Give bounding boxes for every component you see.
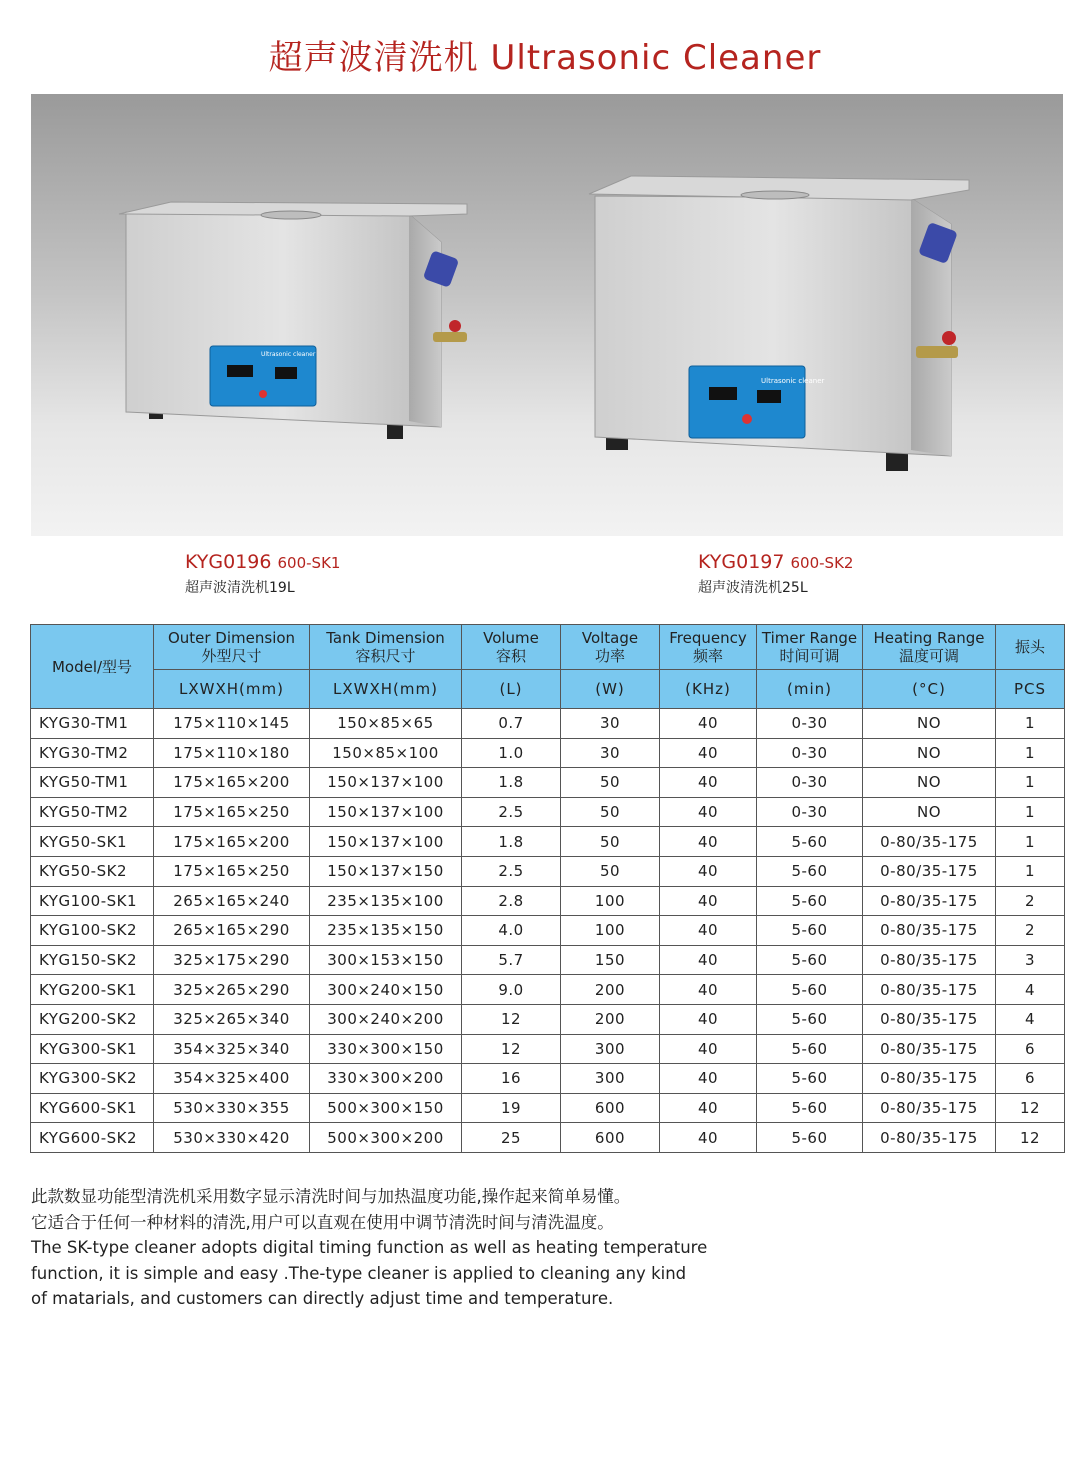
table-cell: 2.5	[462, 797, 561, 827]
product-photo	[31, 94, 1063, 536]
table-cell: 150	[561, 945, 660, 975]
table-cell: 5-60	[757, 827, 863, 857]
model-cell: KYG100-SK2	[31, 916, 154, 946]
table-row	[31, 945, 1065, 975]
panel-label: Ultrasonic cleaner	[261, 351, 316, 358]
table-cell: 40	[660, 827, 757, 857]
ultrasonic-cleaners-illustration	[31, 94, 1063, 536]
table-cell: 40	[660, 886, 757, 916]
column-unit: PCS	[996, 670, 1065, 709]
model-cell: KYG300-SK2	[31, 1064, 154, 1094]
column-header: Frequency 频率	[660, 625, 757, 670]
table-cell: 40	[660, 1034, 757, 1064]
table-cell: 150×137×100	[310, 827, 462, 857]
table-row	[31, 1034, 1065, 1064]
table-cell: 5-60	[757, 1123, 863, 1153]
table-cell: 530×330×355	[154, 1093, 310, 1123]
table-cell: 200	[561, 1004, 660, 1034]
model-cell: KYG30-TM1	[31, 709, 154, 739]
table-cell: NO	[863, 709, 996, 739]
table-cell: 300	[561, 1064, 660, 1094]
table-cell: 5-60	[757, 916, 863, 946]
model-cell: KYG100-SK1	[31, 886, 154, 916]
table-cell: 25	[462, 1123, 561, 1153]
table-cell: 0-80/35-175	[863, 1034, 996, 1064]
table-cell: 1.8	[462, 827, 561, 857]
table-cell: 100	[561, 916, 660, 946]
table-row	[31, 975, 1065, 1005]
table-cell: 1	[996, 709, 1065, 739]
model-cell: KYG200-SK1	[31, 975, 154, 1005]
table-cell: 4.0	[462, 916, 561, 946]
table-cell: 0-80/35-175	[863, 1004, 996, 1034]
table-cell: 40	[660, 945, 757, 975]
column-header: Timer Range 时间可调	[757, 625, 863, 670]
table-cell: 330×300×150	[310, 1034, 462, 1064]
table-cell: 5-60	[757, 1004, 863, 1034]
table-cell: 175×165×250	[154, 856, 310, 886]
table-cell: 150×85×65	[310, 709, 462, 739]
table-row	[31, 738, 1065, 768]
table-cell: 40	[660, 797, 757, 827]
table-cell: 0-80/35-175	[863, 1064, 996, 1094]
table-row	[31, 1004, 1065, 1034]
table-cell: 0-30	[757, 709, 863, 739]
product-code: KYG0196	[185, 551, 272, 573]
table-cell: 40	[660, 738, 757, 768]
table-cell: 5.7	[462, 945, 561, 975]
table-cell: 40	[660, 1123, 757, 1153]
model-cell: KYG200-SK2	[31, 1004, 154, 1034]
table-cell: 6	[996, 1064, 1065, 1094]
table-cell: 175×165×200	[154, 827, 310, 857]
table-cell: 330×300×200	[310, 1064, 462, 1094]
table-cell: 3	[996, 945, 1065, 975]
table-cell: 5-60	[757, 975, 863, 1005]
product-sub-model: 600-SK1	[277, 554, 341, 572]
table-cell: 300×153×150	[310, 945, 462, 975]
table-cell: 325×265×340	[154, 1004, 310, 1034]
product-description-text	[31, 1184, 1031, 1312]
table-cell: 50	[561, 768, 660, 798]
product-caption-1	[185, 551, 340, 597]
column-header: Voltage 功率	[561, 625, 660, 670]
description-line: function, it is simple and easy .The-type cleaner is applied to cleaning any kind	[31, 1263, 687, 1283]
table-cell: 0-80/35-175	[863, 856, 996, 886]
table-cell: 12	[462, 1034, 561, 1064]
table-cell: 0-80/35-175	[863, 1123, 996, 1153]
table-cell: 40	[660, 916, 757, 946]
product-caption-2	[698, 551, 853, 597]
table-cell: 50	[561, 856, 660, 886]
table-cell: 30	[561, 709, 660, 739]
table-cell: 12	[996, 1123, 1065, 1153]
table-cell: 1.8	[462, 768, 561, 798]
table-cell: 500×300×150	[310, 1093, 462, 1123]
table-cell: 5-60	[757, 856, 863, 886]
table-cell: 40	[660, 1093, 757, 1123]
table-cell: 0.7	[462, 709, 561, 739]
model-cell: KYG150-SK2	[31, 945, 154, 975]
table-cell: 300×240×200	[310, 1004, 462, 1034]
table-cell: 150×137×100	[310, 797, 462, 827]
table-row	[31, 768, 1065, 798]
column-unit: LXWXH(mm)	[154, 670, 310, 709]
table-cell: 0-80/35-175	[863, 886, 996, 916]
product-description: 超声波清洗机19L	[185, 580, 295, 596]
model-cell: KYG600-SK1	[31, 1093, 154, 1123]
table-cell: 0-30	[757, 738, 863, 768]
table-cell: 1	[996, 738, 1065, 768]
table-row	[31, 856, 1065, 886]
table-cell: 6	[996, 1034, 1065, 1064]
table-cell: 2.8	[462, 886, 561, 916]
table-cell: 1.0	[462, 738, 561, 768]
table-cell: 175×165×250	[154, 797, 310, 827]
panel-label: Ultrasonic cleaner	[761, 377, 825, 385]
spec-table	[30, 624, 1065, 1153]
table-row	[31, 1123, 1065, 1153]
table-cell: 500×300×200	[310, 1123, 462, 1153]
column-unit: (W)	[561, 670, 660, 709]
table-cell: 50	[561, 827, 660, 857]
model-cell: KYG50-TM1	[31, 768, 154, 798]
column-header: Heating Range 温度可调	[863, 625, 996, 670]
table-cell: 300×240×150	[310, 975, 462, 1005]
table-row	[31, 709, 1065, 739]
table-cell: 5-60	[757, 886, 863, 916]
table-cell: 1	[996, 856, 1065, 886]
table-cell: 325×175×290	[154, 945, 310, 975]
table-cell: 1	[996, 827, 1065, 857]
table-cell: 0-80/35-175	[863, 916, 996, 946]
table-cell: 50	[561, 797, 660, 827]
table-cell: NO	[863, 738, 996, 768]
column-unit: (°C)	[863, 670, 996, 709]
table-cell: 235×135×150	[310, 916, 462, 946]
description-line: 此款数显功能型清洗机采用数字显示清洗时间与加热温度功能,操作起来简单易懂。	[31, 1187, 631, 1206]
column-unit: (KHz)	[660, 670, 757, 709]
table-cell: 600	[561, 1123, 660, 1153]
cleaner-small	[119, 202, 467, 439]
table-cell: 40	[660, 856, 757, 886]
model-cell: KYG600-SK2	[31, 1123, 154, 1153]
table-cell: NO	[863, 797, 996, 827]
table-cell: 0-80/35-175	[863, 975, 996, 1005]
product-model	[698, 551, 853, 573]
column-unit: (L)	[462, 670, 561, 709]
table-cell: 0-30	[757, 797, 863, 827]
table-row	[31, 886, 1065, 916]
table-cell: 19	[462, 1093, 561, 1123]
table-cell: 150×137×150	[310, 856, 462, 886]
table-cell: 2	[996, 886, 1065, 916]
table-cell: 354×325×340	[154, 1034, 310, 1064]
spec-table-body	[31, 709, 1065, 1153]
table-row	[31, 1093, 1065, 1123]
table-cell: 175×110×145	[154, 709, 310, 739]
table-cell: 1	[996, 768, 1065, 798]
column-header: 振头	[996, 625, 1065, 670]
table-cell: 530×330×420	[154, 1123, 310, 1153]
table-cell: 100	[561, 886, 660, 916]
table-cell: 1	[996, 797, 1065, 827]
table-cell: 0-80/35-175	[863, 827, 996, 857]
table-cell: 30	[561, 738, 660, 768]
table-cell: 265×165×290	[154, 916, 310, 946]
table-cell: 16	[462, 1064, 561, 1094]
table-cell: 150×85×100	[310, 738, 462, 768]
table-row	[31, 797, 1065, 827]
product-model	[185, 551, 340, 573]
table-cell: 150×137×100	[310, 768, 462, 798]
description-line: The SK-type cleaner adopts digital timing function as well as heating temperature	[31, 1238, 708, 1257]
model-cell: KYG30-TM2	[31, 738, 154, 768]
table-cell: 2	[996, 916, 1065, 946]
table-row	[31, 827, 1065, 857]
page-title: 超声波清洗机 Ultrasonic Cleaner	[268, 38, 822, 78]
model-cell: KYG50-SK2	[31, 856, 154, 886]
table-cell: 40	[660, 709, 757, 739]
table-cell: 354×325×400	[154, 1064, 310, 1094]
table-cell: 5-60	[757, 945, 863, 975]
table-cell: 40	[660, 1064, 757, 1094]
table-cell: 0-80/35-175	[863, 1093, 996, 1123]
table-cell: 5-60	[757, 1093, 863, 1123]
table-cell: 200	[561, 975, 660, 1005]
table-row	[31, 916, 1065, 946]
table-cell: 40	[660, 768, 757, 798]
table-cell: 0-80/35-175	[863, 945, 996, 975]
table-cell: 2.5	[462, 856, 561, 886]
model-cell: KYG50-TM2	[31, 797, 154, 827]
table-cell: 40	[660, 975, 757, 1005]
table-cell: 4	[996, 975, 1065, 1005]
product-sub-model: 600-SK2	[790, 554, 854, 572]
product-code: KYG0197	[698, 551, 785, 573]
model-cell: KYG300-SK1	[31, 1034, 154, 1064]
table-cell: 12	[996, 1093, 1065, 1123]
table-cell: 4	[996, 1004, 1065, 1034]
model-cell: KYG50-SK1	[31, 827, 154, 857]
cleaner-large	[589, 176, 969, 471]
table-cell: 300	[561, 1034, 660, 1064]
table-cell: 175×165×200	[154, 768, 310, 798]
column-header: Volume 容积	[462, 625, 561, 670]
description-line: 它适合于任何一种材料的清洗,用户可以直观在使用中调节清洗时间与清洗温度。	[31, 1212, 614, 1232]
description-line: of matarials, and customers can directly adjust time and temperature.	[31, 1289, 614, 1308]
model-header: Model/型号	[31, 625, 154, 709]
product-description: 超声波清洗机25L	[698, 580, 808, 596]
table-cell: 40	[660, 1004, 757, 1034]
column-unit: (min)	[757, 670, 863, 709]
column-unit: LXWXH(mm)	[310, 670, 462, 709]
table-cell: 175×110×180	[154, 738, 310, 768]
column-header: Tank Dimension 容积尺寸	[310, 625, 462, 670]
table-row	[31, 1064, 1065, 1094]
table-cell: 9.0	[462, 975, 561, 1005]
table-cell: 235×135×100	[310, 886, 462, 916]
table-cell: 265×165×240	[154, 886, 310, 916]
table-cell: 0-30	[757, 768, 863, 798]
column-header: Outer Dimension 外型尺寸	[154, 625, 310, 670]
table-cell: 5-60	[757, 1064, 863, 1094]
table-cell: 12	[462, 1004, 561, 1034]
table-cell: 5-60	[757, 1034, 863, 1064]
table-cell: 600	[561, 1093, 660, 1123]
table-cell: NO	[863, 768, 996, 798]
table-cell: 325×265×290	[154, 975, 310, 1005]
